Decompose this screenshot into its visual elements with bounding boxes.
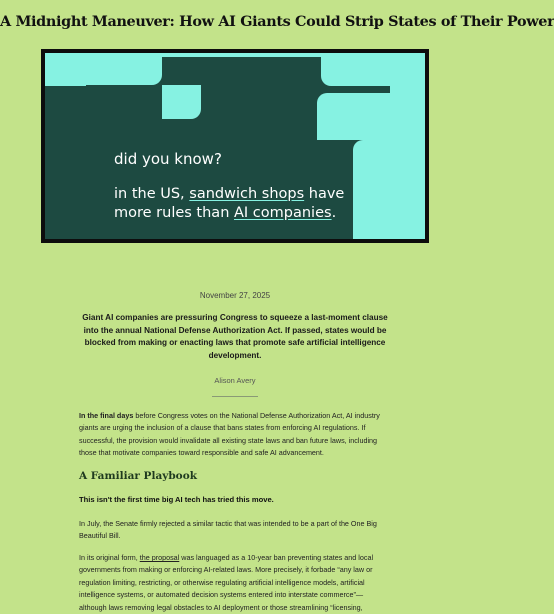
hero-decor-block: [353, 140, 393, 239]
paragraph-4: [79, 552, 391, 614]
hero-line-2: [114, 204, 336, 223]
hero-decor-block: [162, 85, 201, 119]
hero-line-2-text: more rules than: [114, 205, 234, 221]
paragraph-1: [79, 410, 391, 460]
hero-decor-block: [82, 53, 162, 85]
paragraph-1-lead: In the final days: [79, 411, 134, 420]
paragraph-3: In July, the Senate firmly rejected a similar tactic that was intended to be a part of the One Big Beautiful Bill.: [79, 519, 377, 541]
paragraph-4-intro: In its original form,: [79, 553, 140, 562]
hero-decor-block: [390, 53, 425, 239]
paragraph-1-text: before Congress votes on the National Defense Authorization Act, AI industry giants are urging the inclusion of a clause that bans states from enforcing AI regulations. If successful, the provision would invalidate all existing state laws and ban future laws, including those that motivate companies toward responsible and safe AI advancement.: [79, 411, 380, 458]
proposal-link[interactable]: the proposal: [139, 553, 180, 562]
hero-decor-block: [45, 53, 86, 86]
hero-decor-block: [317, 93, 397, 140]
article-title: A Midnight Maneuver: How AI Giants Could Strip States of Their Power: [0, 13, 554, 30]
hero-line-1: [114, 185, 344, 204]
hero-line-1-text: in the US,: [114, 186, 190, 202]
hero-line-1-end: have: [304, 186, 345, 202]
hero-image-frame: [41, 49, 429, 243]
author-name[interactable]: Alison Avery: [214, 376, 256, 385]
divider: [212, 396, 258, 397]
hero-line-2-end: .: [331, 205, 337, 221]
hero-decor-block: [162, 53, 321, 57]
hero-graphic: [45, 53, 425, 239]
publish-date: November 27, 2025: [199, 291, 271, 300]
hero-question: did you know?: [114, 150, 222, 168]
sandwich-shops-link: sandwich shops: [189, 186, 305, 202]
article-lede: Giant AI companies are pressuring Congress to squeeze a last-moment clause into the annual National Defense Authorization Act. If passed, states would be blocked from making or enacting laws that promote safe artificial intelligence development.: [82, 313, 388, 360]
paragraph-4-text: was languaged as a 10-year ban preventing states and local governments from making or enforcing AI-related laws. More precisely, it forbade “any law or regulation limiting, restricting, or otherwise regulating artificial intelligence models, artificial intelligence systems, or automated decision systems entered into interstate commerce”— although laws removing legal obstacles to AI deployment or those streamlining “licensing,: [79, 553, 374, 612]
ai-companies-link: AI companies: [234, 205, 332, 221]
section-heading: A Familiar Playbook: [79, 470, 197, 482]
paragraph-2: This isn't the first time big AI tech has tried this move.: [79, 495, 274, 504]
